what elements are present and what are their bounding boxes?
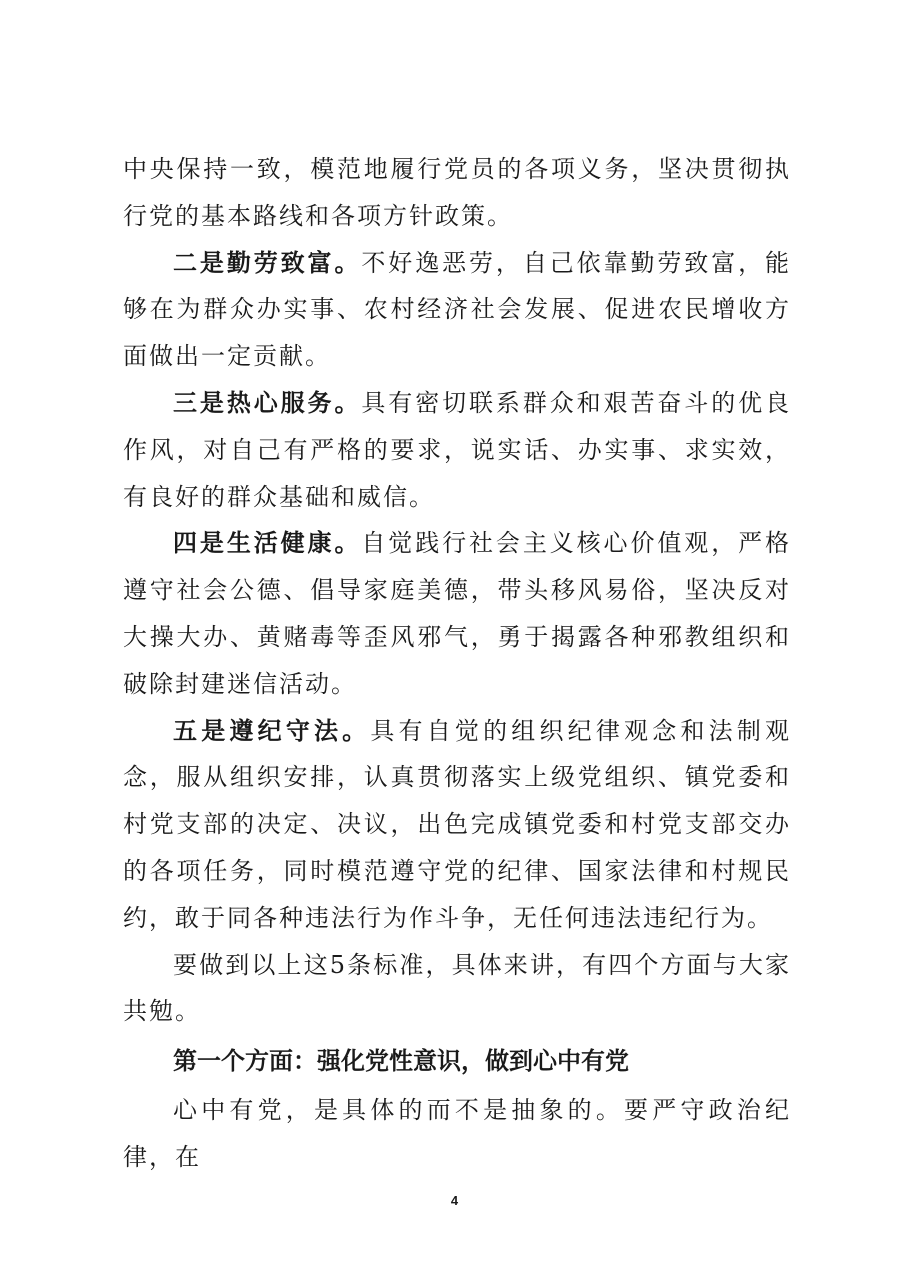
section-heading: 第一个方面：强化党性意识，做到心中有党 bbox=[173, 1047, 629, 1076]
paragraph-text: 心中有党，是具体的而不是抽象的。要严守政治纪律，在 bbox=[123, 1096, 791, 1171]
paragraph-service bbox=[123, 380, 791, 520]
paragraph-section-start bbox=[123, 1087, 791, 1181]
document-body bbox=[123, 146, 791, 1181]
paragraph-lead: 三是热心服务。 bbox=[173, 387, 362, 417]
paragraph-lead: 五是遵纪守法。 bbox=[173, 715, 371, 745]
paragraph-text: 自觉践行社会主义核心价值观，严格遵守社会公德、倡导家庭美德，带头移风易俗，坚决反对大操大办、黄赌毒等歪风邪气，勇于揭露各种邪教组织和破除封建迷信活动。 bbox=[123, 529, 792, 698]
paragraph-diligence bbox=[123, 240, 791, 380]
paragraph-text: 不好逸恶劳，自己依靠勤劳致富，能够在为群众办实事、农村经济社会发展、促进农民增收方面做出一定贡献。 bbox=[123, 248, 792, 371]
paragraph-healthy-life bbox=[123, 520, 791, 707]
paragraph-text: 中央保持一致，模范地履行党员的各项义务，坚决贯彻执行党的基本路线和各项方针政策。 bbox=[123, 155, 791, 230]
paragraph-lead: 二是勤劳致富。 bbox=[173, 247, 362, 277]
paragraph-lead: 四是生活健康。 bbox=[173, 528, 362, 558]
paragraph-text: 具有自觉的组织纪律观念和法制观念，服从组织安排，认真贯彻落实上级党组织、镇党委和村党支部的决定、决议，出色完成镇党委和村党支部交办的各项任务，同时模范遵守党的纪律、国家法律和村规民约，敢于同各种违法行为作斗争，无任何违法违纪行为。 bbox=[123, 716, 792, 932]
paragraph-text: 具有密切联系群众和艰苦奋斗的优良作风，对自己有严格的要求，说实话、办实事、求实效，有良好的群众基础和威信。 bbox=[123, 388, 792, 511]
page-number: 4 bbox=[450, 1193, 459, 1208]
paragraph-text: 要做到以上这5条标准，具体来讲，有四个方面与大家共勉。 bbox=[123, 950, 791, 1026]
paragraph-summary bbox=[123, 942, 791, 1036]
paragraph-law-abiding bbox=[123, 708, 791, 942]
paragraph-continuation bbox=[123, 146, 791, 240]
